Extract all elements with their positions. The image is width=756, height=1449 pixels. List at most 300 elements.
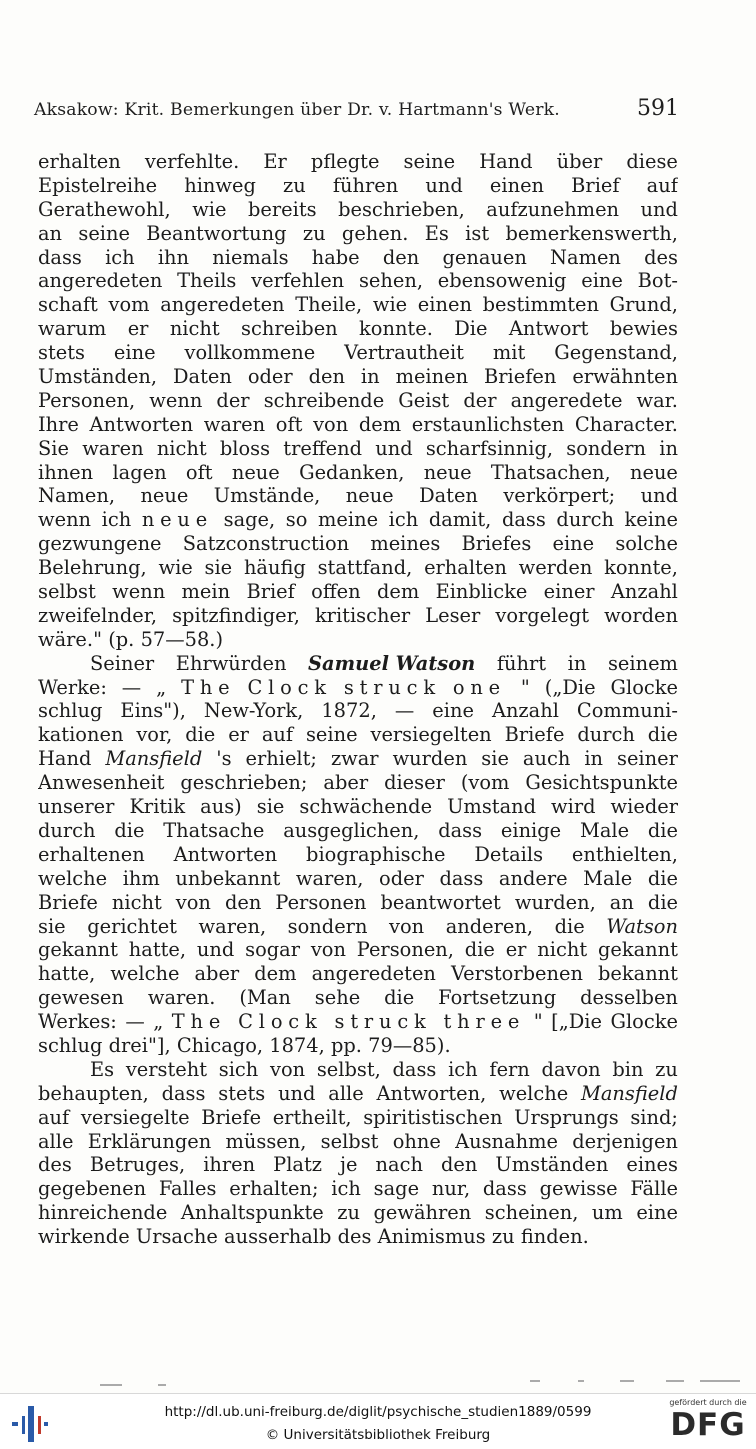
word: Platz: [273, 1153, 322, 1177]
word: nach: [375, 1153, 423, 1177]
word: an: [609, 890, 634, 914]
word: versiegelte: [80, 1105, 190, 1129]
word: davon: [541, 1057, 601, 1081]
word: des: [38, 1153, 72, 1177]
word: Anwesenheit: [38, 771, 165, 795]
word: gegebenen: [38, 1177, 147, 1201]
text-line: [38, 413, 678, 437]
word: dem: [358, 412, 402, 436]
word: alle: [328, 1081, 364, 1105]
word: in: [584, 747, 604, 771]
word: kritischer: [314, 603, 411, 627]
word: Antwort: [508, 317, 589, 341]
word: bekannt: [598, 962, 678, 986]
word: Sie: [38, 436, 69, 460]
word: vom: [108, 293, 150, 317]
word: verfehlen: [251, 269, 345, 293]
word: die: [647, 890, 678, 914]
word: in: [567, 651, 587, 675]
copyright-notice: © Universitätsbibliothek Freiburg: [265, 1427, 491, 1443]
word: vor,: [136, 723, 173, 747]
word: war.: [636, 388, 678, 412]
word: erhalten: [424, 556, 507, 580]
word: Namen,: [38, 484, 116, 508]
word: sie: [38, 914, 66, 938]
word: 1874,: [269, 1033, 325, 1057]
emphasized-word: Samuel Watson: [308, 651, 476, 675]
word: die: [384, 986, 415, 1010]
text-line: [38, 1082, 678, 1106]
word: gezwungene: [38, 532, 162, 556]
word: ich: [388, 508, 419, 532]
word: sehe: [314, 986, 361, 1010]
word: auch: [522, 747, 571, 771]
word: oder: [247, 365, 293, 389]
word: führt: [496, 651, 547, 675]
text-line: [38, 795, 678, 819]
word: wenn: [149, 388, 203, 412]
word: biographische: [306, 842, 446, 866]
word: bestimmten: [482, 293, 599, 317]
word: verfehlte.: [144, 150, 240, 173]
word: fern: [489, 1057, 530, 1081]
word: dem: [376, 580, 420, 604]
word: zweifelnder,: [38, 603, 158, 627]
word: die: [647, 866, 678, 890]
word: [„Die: [551, 1010, 602, 1034]
scan-specks: [100, 1380, 750, 1390]
word: gehen.: [341, 221, 409, 245]
word: schlug: [38, 1033, 103, 1057]
word: der: [216, 388, 250, 412]
word: sondern: [566, 436, 647, 460]
word: neue: [345, 484, 394, 508]
word: führen: [332, 173, 399, 197]
word: dass: [392, 1057, 437, 1081]
word: welche: [38, 866, 108, 890]
word: Umstände,: [213, 484, 321, 508]
word: neue: [423, 460, 472, 484]
word: er: [228, 723, 249, 747]
word: auf: [646, 173, 678, 197]
word: sie: [256, 795, 285, 819]
word: konnte.: [359, 317, 433, 341]
word: Briefes: [461, 532, 532, 556]
word: bereits: [248, 197, 317, 221]
word: zu: [337, 1201, 360, 1225]
word: Werkes:: [38, 1010, 117, 1034]
word: mein: [181, 580, 231, 604]
word: —: [125, 1010, 145, 1034]
word: erstaunlichsten: [411, 412, 565, 436]
word: sind;: [630, 1105, 678, 1129]
word: häufig: [243, 556, 306, 580]
word: ": [520, 675, 530, 699]
dfg-logo-icon: DFG: [670, 1407, 746, 1443]
word: Hand: [38, 747, 92, 771]
word: sie: [481, 747, 509, 771]
emphasized-word: Mansfield: [581, 1081, 678, 1105]
word: vollkommene: [184, 341, 316, 365]
word: so: [285, 508, 308, 532]
word: alle: [38, 1129, 74, 1153]
word: schreiben: [241, 317, 338, 341]
word: in: [659, 436, 678, 460]
word: Ursprungs: [514, 1105, 619, 1129]
word: Umständen: [495, 1153, 609, 1177]
word: verkörpert;: [503, 484, 616, 508]
text-line: [38, 317, 678, 341]
word: stattfand,: [317, 556, 413, 580]
word: New-York,: [203, 699, 304, 723]
word: die: [647, 723, 678, 747]
word: bin: [612, 1057, 644, 1081]
word: er: [505, 938, 527, 962]
word: 79—85).: [368, 1033, 451, 1057]
word: einen: [417, 293, 472, 317]
word: Anhaltspunkte: [180, 1201, 324, 1225]
word: Er: [263, 150, 287, 173]
word: und: [278, 1081, 316, 1105]
word: einen: [489, 173, 545, 197]
word: einige: [500, 818, 562, 842]
text-line: [38, 1010, 678, 1034]
word: zu: [302, 221, 326, 245]
word: zu: [283, 173, 306, 197]
word: Briefe: [201, 1105, 262, 1129]
word: Theile,: [295, 293, 363, 317]
text-line: [38, 461, 678, 485]
text-line: [38, 1153, 678, 1177]
word: wieder: [610, 795, 678, 819]
word: treffend: [283, 436, 362, 460]
word: Anzahl: [491, 699, 559, 723]
word: ihn: [157, 245, 190, 269]
word: von: [175, 890, 211, 914]
word: eine: [552, 532, 595, 556]
word: habe: [311, 245, 360, 269]
word: von: [313, 412, 349, 436]
word: den: [224, 890, 262, 914]
word: dass: [438, 818, 483, 842]
word: ertheilt,: [272, 1105, 352, 1129]
word: Betruges,: [89, 1153, 186, 1177]
word: ausserhalb: [224, 1225, 332, 1249]
word: Seiner: [90, 651, 155, 675]
word: Thatsache: [163, 818, 265, 842]
word: angeredeten: [311, 962, 436, 986]
text-line: [38, 986, 678, 1010]
word: an: [38, 221, 63, 245]
word: Character.: [574, 412, 678, 436]
word: dem: [254, 962, 297, 986]
text-line: [38, 843, 678, 867]
word: beschrieben,: [338, 197, 465, 221]
word: eine: [432, 699, 474, 723]
text-line: [38, 867, 678, 891]
word: Hand: [479, 150, 533, 173]
word: gekannt: [597, 938, 678, 962]
word: und: [375, 436, 413, 460]
word: neue: [231, 460, 280, 484]
word: des: [337, 1225, 372, 1249]
word: seine: [403, 150, 456, 173]
word: sehen,: [358, 269, 423, 293]
word: angeredeten: [38, 269, 163, 293]
text-line: [38, 819, 678, 843]
text-line: [38, 676, 678, 700]
text-line: [38, 389, 678, 413]
word: pp.: [330, 1033, 362, 1057]
word: ": [533, 1010, 543, 1034]
word: damit,: [428, 508, 492, 532]
word: wird: [551, 795, 596, 819]
word: versiegelten: [370, 723, 492, 747]
word: nicht: [169, 317, 220, 341]
word: Gedanken,: [299, 460, 405, 484]
word: Vertrautheit: [344, 341, 464, 365]
word: 1872,: [321, 699, 377, 723]
word: vorgelegt: [495, 603, 590, 627]
text-line: [38, 604, 678, 628]
word: oft: [185, 460, 213, 484]
word: derjenigen: [572, 1129, 678, 1153]
word: dass: [161, 1081, 206, 1105]
word: Ausnahme: [455, 1129, 558, 1153]
word: angeredete: [510, 388, 623, 412]
word: desselben: [580, 986, 678, 1010]
word: erhalten: [38, 150, 121, 173]
word: je: [340, 1153, 358, 1177]
text-line: [38, 628, 678, 652]
word: ich: [105, 245, 135, 269]
word: diese: [626, 150, 678, 173]
page-number: 591: [637, 96, 679, 121]
word: die: [554, 914, 585, 938]
word: erwähnten: [572, 365, 678, 389]
word: Werke:: [38, 675, 107, 699]
word: durch: [556, 508, 614, 532]
word: ihnen: [38, 460, 94, 484]
word: Fälle: [630, 1177, 678, 1201]
word: Gerathewohl,: [38, 197, 171, 221]
text-line: [38, 1201, 678, 1225]
word: Thatsachen,: [490, 460, 611, 484]
word: Theils: [177, 269, 237, 293]
word: nicht: [156, 436, 207, 460]
word: aufzunehmen: [486, 197, 620, 221]
word: Male: [579, 818, 630, 842]
word: zu: [655, 1057, 678, 1081]
word: spiritistischen: [363, 1105, 503, 1129]
word: Fortsetzung: [438, 986, 557, 1010]
word: „: [156, 675, 167, 699]
word: waren.: [147, 986, 216, 1010]
text-line: [38, 222, 678, 246]
word: Personen,: [356, 938, 454, 962]
word: dass: [482, 1177, 527, 1201]
word: Grund,: [609, 293, 678, 317]
text-line: [38, 1177, 678, 1201]
word: scharfsinnig,: [425, 436, 554, 460]
emphasized-word: The Clock struck one: [181, 675, 506, 699]
word: Antworten: [89, 412, 194, 436]
word: müssen,: [225, 1129, 307, 1153]
word: waren,: [198, 914, 267, 938]
word: („Die: [544, 675, 596, 699]
word: sage: [373, 1177, 420, 1201]
word: beantwortet: [380, 890, 501, 914]
word: wie: [158, 556, 193, 580]
text-line: [38, 938, 678, 962]
word: „: [153, 1010, 164, 1034]
word: Daten: [419, 484, 478, 508]
page-header: [30, 96, 685, 128]
word: aber: [194, 962, 240, 986]
word: Personen,: [38, 388, 136, 412]
word: stets: [218, 1081, 266, 1105]
word: warum: [38, 317, 107, 341]
word: Kritik: [129, 795, 186, 819]
word: angeredeten: [160, 293, 285, 317]
word: aber: [323, 771, 369, 795]
text-line: [38, 246, 678, 270]
word: Eins"),: [120, 699, 186, 723]
word: 57—58.): [140, 627, 224, 651]
word: pflegte: [310, 150, 380, 173]
word: und: [196, 938, 235, 962]
word: von: [389, 914, 425, 938]
word: sogar: [245, 938, 300, 962]
word: Glocke: [610, 675, 678, 699]
word: Epistelreihe: [38, 173, 158, 197]
word: solche: [615, 532, 678, 556]
word: sie: [204, 556, 233, 580]
text-line: [38, 198, 678, 222]
word: keine: [624, 508, 678, 532]
emphasized-word: Watson: [606, 914, 678, 938]
word: meines: [370, 532, 441, 556]
word: finden.: [520, 1225, 589, 1249]
text-line: [38, 1058, 678, 1082]
word: erhielt;: [245, 747, 317, 771]
word: wäre.": [38, 627, 102, 651]
word: Es: [90, 1057, 115, 1081]
word: —: [394, 699, 415, 723]
word: Brief: [246, 580, 295, 604]
word: Ursache: [135, 1225, 218, 1249]
word: sich: [218, 1057, 259, 1081]
word: Details: [474, 842, 544, 866]
word: Daten: [173, 365, 232, 389]
text-line: [38, 1034, 678, 1058]
word: schreibende: [263, 388, 385, 412]
word: hatte,: [38, 962, 96, 986]
word: offen: [311, 580, 361, 604]
word: einer: [543, 580, 595, 604]
word: Personen: [275, 890, 367, 914]
word: niemals: [212, 245, 289, 269]
word: hinweg: [184, 173, 256, 197]
word: hinreichende: [38, 1201, 168, 1225]
word: eine: [581, 269, 623, 293]
word: um: [591, 1201, 623, 1225]
word: andere: [498, 866, 568, 890]
word: Falles: [158, 1177, 217, 1201]
text-line: [38, 269, 678, 293]
word: eine: [113, 341, 156, 365]
word: die: [464, 938, 495, 962]
word: waren: [82, 436, 144, 460]
word: Antworten: [173, 842, 278, 866]
word: unserer: [38, 795, 115, 819]
word: erhaltenen: [38, 842, 145, 866]
word: mit: [492, 341, 526, 365]
word: welche: [110, 962, 180, 986]
text-line: [38, 1106, 678, 1130]
text-line: [38, 723, 678, 747]
word: Leser: [425, 603, 481, 627]
word: durch: [577, 723, 635, 747]
word: geschrieben;: [180, 771, 308, 795]
word: bloss: [219, 436, 271, 460]
word: eines: [626, 1153, 678, 1177]
word: Briefe: [504, 723, 565, 747]
word: gewisse: [539, 1177, 618, 1201]
word: sage,: [223, 508, 276, 532]
word: seine: [78, 221, 130, 245]
text-line: [38, 962, 678, 986]
word: den: [308, 365, 345, 389]
word: die: [114, 818, 145, 842]
emphasized-word: neue: [141, 508, 214, 532]
word: erhalten;: [229, 1177, 319, 1201]
word: lagen: [112, 460, 167, 484]
word: Belehrung,: [38, 556, 147, 580]
word: zu: [491, 1225, 515, 1249]
word: Briefen: [484, 365, 557, 389]
word: Ehrwürden: [175, 651, 287, 675]
word: seiner: [617, 747, 678, 771]
word: ich: [448, 1057, 478, 1081]
text-line: [38, 532, 678, 556]
word: eine: [636, 1201, 678, 1225]
word: Einblicke: [435, 580, 528, 604]
dfg-badge: [666, 1398, 750, 1446]
word: genauen: [442, 245, 527, 269]
word: Male: [583, 866, 633, 890]
digital-object-url[interactable]: http://dl.ub.uni-freiburg.de/diglit/psychische_studien1889/0599: [164, 1404, 592, 1420]
word: stets: [38, 341, 85, 365]
word: waren,: [295, 866, 364, 890]
word: wurden,: [514, 890, 596, 914]
word: ebensowenig: [437, 269, 567, 293]
word: seinem: [607, 651, 678, 675]
word: schlug: [38, 699, 103, 723]
word: (vom: [460, 771, 510, 795]
word: dass: [439, 866, 484, 890]
word: Umständen,: [38, 365, 158, 389]
word: und: [640, 484, 678, 508]
word: des: [644, 245, 678, 269]
word: Satzconstruction: [182, 532, 350, 556]
word: dass: [38, 245, 82, 269]
word: Briefe: [38, 890, 98, 914]
word: wenn: [112, 580, 166, 604]
word: wie: [372, 293, 408, 317]
text-line: [38, 484, 678, 508]
word: versteht: [125, 1057, 208, 1081]
